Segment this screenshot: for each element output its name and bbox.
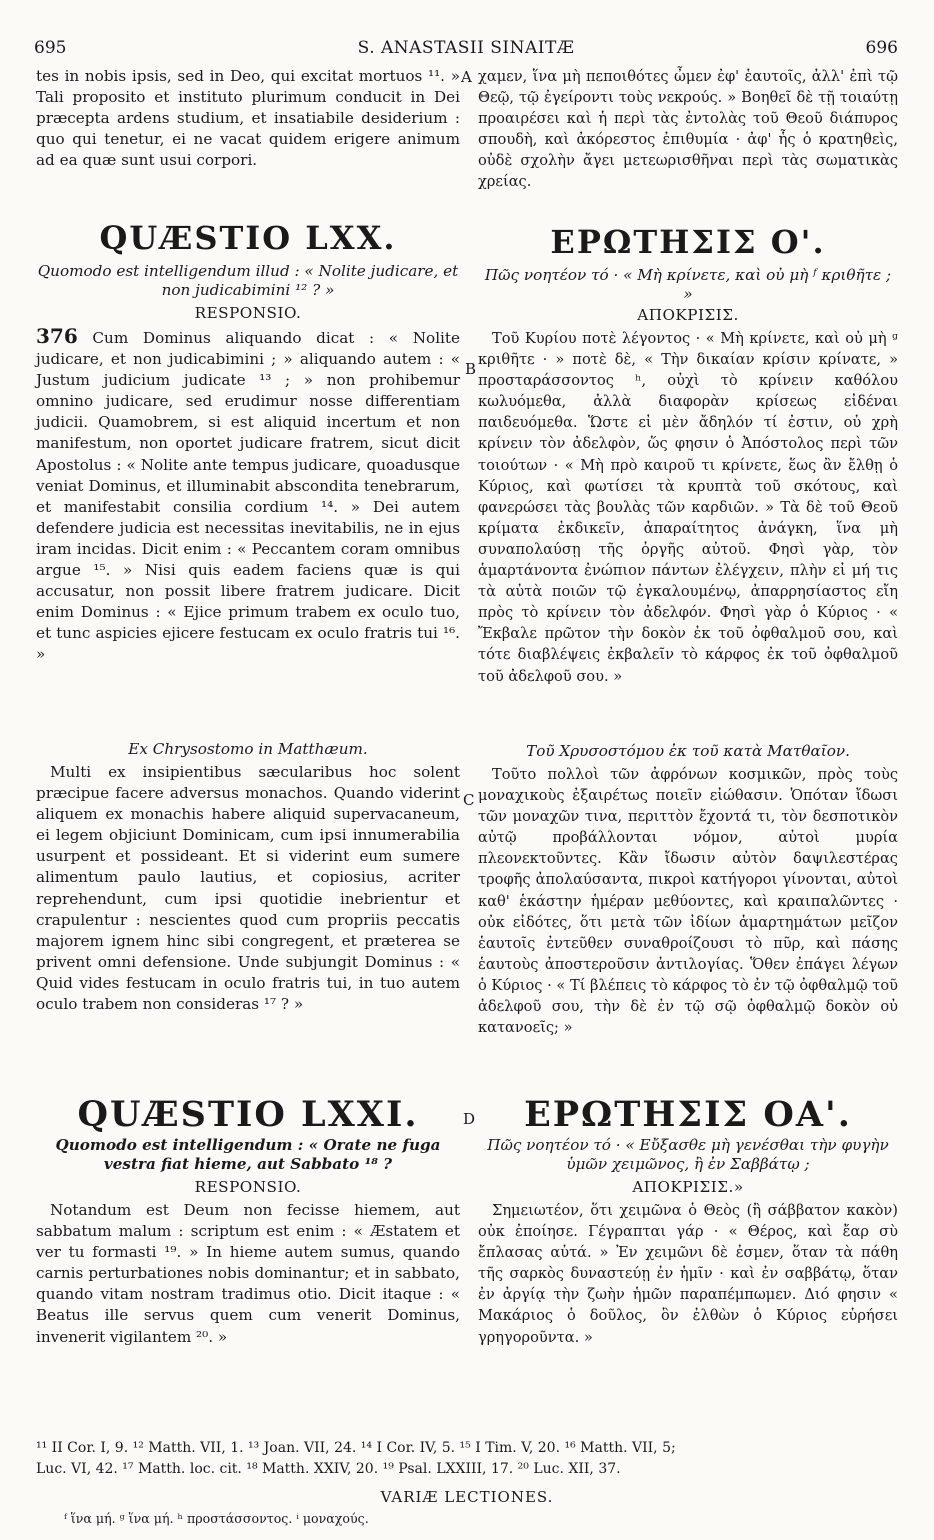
greek-q71-subtitle: Πῶς νοητέον τό · « Εὔξασθε μὴ γενέσθαι τὴν φυγὴν ὑμῶν χειμῶνος, ἢ ἐν Σαββάτῳ ; xyxy=(487,1136,889,1173)
latin-intro: tes in nobis ipsis, sed in Deo, qui excitat mortuos ¹¹. » Tali proposito et instituto plurimum conducit in Dei præcepta ardens studium, et insatiabile desiderium : quo qui tenetur, ei ne vacat quidem erigere animum ad ea quæ sunt usui corpori. xyxy=(36,67,460,170)
greek-chrysostom-title: Τοῦ Χρυσοστόμου ἐκ τοῦ κατὰ Ματθαῖον. xyxy=(526,742,850,760)
latin-q71-title: QUÆSTIO LXXI. xyxy=(77,1094,419,1135)
greek-chrysostom-body: Τοῦτο πολλοὶ τῶν ἀφρόνων κοσμικῶν, πρὸς τοὺς μοναχικοὺς ἐξαιρέτως ποιεῖν εἰώθασιν. Ὁπόταν ἴδωσι τῶν μοναχῶν τινα, περιττὸν ἔχοντά τι, τὸν δεσποτικὸν αὐτῷ προβάλλονται νόμον, αὐτοὶ μυρία πλεονεκτοῦντες. Κἂν ἴδωσιν αὐτὸν δαψιλεστέρας τροφῆς ἀπολαύσαντα, πικροὶ κατήγοροι γίνονται, αὐτοὶ καθ' ἑκάστην ἡμέραν μεθύοντες, καὶ κραιπαλῶντες · οὐκ εἰδότες, ὅτι μετὰ τῶν ἰδίων ἁμαρτημάτων μεῖζον ἑαυτοῖς ἐντεῦθεν συναθροίζουσι τὸ πῦρ, καὶ πάσης ἑαυτοὺς ἀποστεροῦσιν ἀντιλογίας. Ὅθεν ἐπάγει λέγων ὁ Κύριος · « Τί βλέπεις τὸ κάρφος τὸ ἐν τῷ ὀφθαλμῷ τοῦ ἀδελφοῦ σου, τὴν δὲ ἐν τῷ σῷ ὀφθαλμῷ δοκὸν οὐ κατανοεῖς; » xyxy=(478,766,898,1037)
variae-lectiones-heading: VARIÆ LECTIONES. xyxy=(380,1488,554,1506)
greek-q71-apokrisis: ΑΠΟΚΡΙΣΙΣ.» xyxy=(632,1178,744,1196)
latin-q71-responsio: RESPONSIO. xyxy=(194,1178,302,1196)
latin-q71-subtitle: Quomodo est intelligendum : « Orate ne fuga vestra fiat hieme, aut Sabbato ¹⁸ ? xyxy=(55,1136,441,1173)
latin-chrysostom-title: Ex Chrysostomo in Matthæum. xyxy=(128,740,368,758)
column-number: 376 xyxy=(36,324,78,348)
margin-letter-c: C xyxy=(463,791,475,809)
page-number-right: 696 xyxy=(865,38,898,58)
greek-q70-title: ΕΡΩΤΗΣΙΣ Ο'. xyxy=(550,223,826,261)
latin-q70-text: Cum Dominus aliquando dicat : « Nolite judicare, et non judicabimini ; » aliquando autem : « Justum judicium judicate ¹³ ; » non prohibemur omnino judicare, sed erudimur nosse differentiam judicii. Quamobrem, si est aliquid incertum et non manifestum, non oportet judicare fratrem, sicut dicit Apostolus : « Nolite ante tempus judicare, quoadusque veniat Dominus, et illuminabit abscondita tenebrarum, et manifestabit consilia cordium ¹⁴. » Dei autem defendere judicia est necessitas inevitabilis, ne in ejus iram incidas. Dicit enim : « Peccantem coram omnibus argue ¹⁵. » Nisi quis eadem faciens quæ is qui accusatur, non possit libere fratrem judicare. Dicit enim Dominus : « Ejice primum trabem ex oculo tuo, et tunc aspicies ejicere festucam ex oculo fratris tui ¹⁶. » xyxy=(36,329,461,664)
footnote-line-2: Luc. VI, 42. ¹⁷ Matth. loc. cit. ¹⁸ Matth. XXIV, 20. ¹⁹ Psal. LXXIII, 17. ²⁰ Luc. XII, 37. xyxy=(36,1461,621,1477)
greek-q70-subtitle: Πῶς νοητέον τό · « Μὴ κρίνετε, καὶ οὐ μὴ ᶠ κριθῆτε ; » xyxy=(484,266,892,303)
footnote-line-1: ¹¹ II Cor. I, 9. ¹² Matth. VII, 1. ¹³ Joan. VII, 24. ¹⁴ I Cor. IV, 5. ¹⁵ I Tim. V, 20. ¹⁶ Matth. VII, 5; xyxy=(36,1440,676,1456)
margin-letter-d: D xyxy=(463,1110,476,1128)
greek-intro: χαμεν, ἵνα μὴ πεποιθότες ὦμεν ἐφ' ἑαυτοῖς, ἀλλ' ἐπὶ τῷ Θεῷ, τῷ ἐγείροντι τοὺς νεκρούς. » Βοηθεῖ δὲ τῇ τοιαύτῃ προαιρέσει καὶ ἡ περὶ τὰς ἐντολὰς τοῦ Θεοῦ διάπυρος σπουδὴ, καὶ ἀκόρεστος ἐπιθυμία · ἀφ' ἧς ὁ κρατηθεὶς, οὐδὲ σχολὴν ἄγει μετεωρισθῆναι περὶ τὰς σωματικὰς χρείας. xyxy=(478,68,898,191)
page-number-left: 695 xyxy=(34,38,67,58)
greek-q70-body: Τοῦ Κυρίου ποτὲ λέγοντος · « Μὴ κρίνετε, καὶ οὐ μὴ ᵍ κριθῆτε · » ποτὲ δὲ, « Τὴν δικαίαν κρίσιν κρίνατε, » προσταράσσοντος ʰ, οὐχὶ τὸ κρίνειν καθόλου κωλυόμεθα, ἀλλὰ διαφορὰν κρίσεως εἰδέναι παιδευόμεθα. Ὥστε εἰ μὲν ἄδηλόν τί ἐστιν, οὐ χρὴ κρίνειν τὸν ἀδελφὸν, ὥς φησιν ὁ Ἀπόστολος περὶ τῶν τοιούτων · « Μὴ πρὸ καιροῦ τι κρίνετε, ἕως ἂν ἔλθῃ ὁ Κύριος, καὶ φωτίσει τὰ κρυπτὰ τοῦ σκότους, καὶ φανερώσει τὰς βουλὰς τῶν καρδιῶν. » Τὰ δὲ τοῦ Θεοῦ κρίματα ἐκδικεῖν, ἀπαραίτητος ἀνάγκη, ἵνα μὴ συναπολαύσῃ τῆς ὀργῆς αὐτοῦ. Φησὶ γὰρ, τὸν ἁμαρτάνοντα ἐνώπιον πάντων ἐλέγχειν, πλὴν εἰ μή τις τὰ αὐτὰ ποιῶν τῷ ἐγκαλουμένῳ, ἀπαρρησίαστος εἴη πρὸς τὸ κρίνειν τὸν ἀδελφόν. Φησὶ γὰρ ὁ Κύριος · « Ἔκβαλε πρῶτον τὴν δοκὸν ἐκ τοῦ ὀφθαλμοῦ σου, καὶ τότε διαβλέψεις ἐκβαλεῖν τὸ κάρφος ἐκ τοῦ ὀφθαλμοῦ τοῦ ἀδελφοῦ σου. » xyxy=(478,330,898,685)
running-title: S. ANASTASII SINAITÆ xyxy=(357,38,575,58)
latin-q70-responsio: RESPONSIO. xyxy=(194,304,302,322)
greek-q71-body: Σημειωτέον, ὅτι χειμῶνα ὁ Θεὸς (ἢ σάββατον κακὸν) οὐκ ἐποίησε. Γέγραπται γάρ · « Θέρος, καὶ ἔαρ σὺ ἔπλασας αὐτά. » Ἐν χειμῶνι δὲ ἐσμεν, ὅταν τὰ πάθη τῆς σαρκὸς δυναστεύῃ ἐν ἡμῖν · καὶ ἐν σαββάτῳ, ὅταν ἐν ἀργίᾳ τὴν ζωὴν ἡμῶν παραπέμπωμεν. Διό φησιν « Μακάριος ὁ δοῦλος, ὃν ἐλθὼν ὁ Κύριος εὑρήσει γρηγοροῦντα. » xyxy=(478,1202,898,1346)
latin-q71-body: Notandum est Deum non fecisse hiemem, aut sabbatum malum : scriptum est enim : « Æstatem et ver tu formasti ¹⁹. » In hieme autem sumus, quando carnis perturbationes nobis dominantur; et in sabbato, quando vitam nostram tradimus otio. Dicit itaque : « Beatus ille servus quem cum venerit Dominus, invenerit vigilantem ²⁰. » xyxy=(36,1201,460,1346)
margin-letter-a: A xyxy=(461,68,472,86)
latin-q70-subtitle: Quomodo est intelligendum illud : « Nolite judicare, et non judicabimini ¹² ? » xyxy=(37,262,459,299)
margin-letter-b: B xyxy=(465,360,477,378)
latin-chrysostom-body: Multi ex insipientibus sæcularibus hoc solent præcipue facere adversus monachos. Quando viderint aliquem ex monachis habere aliquid supervacaneum, ei legem objiciunt Dominicam, cum ipsi innumerabilia usurpent et possideant. Et si viderint eum sumere alimentum paulo lautius, et copiosius, acriter reprehendunt, cum ipsi quotidie inebrientur et crapulentur : nescientes quod cum propriis peccatis majorem ignem hinc sibi congregent, et præterea se privent omni defensione. Unde subjungit Dominus : « Quid vides festucam in oculo fratris tui, in tuo autem oculo trabem non consideras ¹⁷ ? » xyxy=(36,763,460,1014)
latin-q70-body xyxy=(36,326,460,666)
greek-q71-title: ΕΡΩΤΗΣΙΣ ΟΑ'. xyxy=(524,1094,852,1135)
page-header xyxy=(34,38,898,62)
variae-lectiones-line: ᶠ ἵνα μή. ᵍ ἵνα μή. ʰ προστάσσοντος. ⁱ μοναχούς. xyxy=(64,1511,369,1526)
latin-q70-title: QUÆSTIO LXX. xyxy=(99,219,397,257)
greek-q70-apokrisis: ΑΠΟΚΡΙΣΙΣ. xyxy=(637,306,739,324)
